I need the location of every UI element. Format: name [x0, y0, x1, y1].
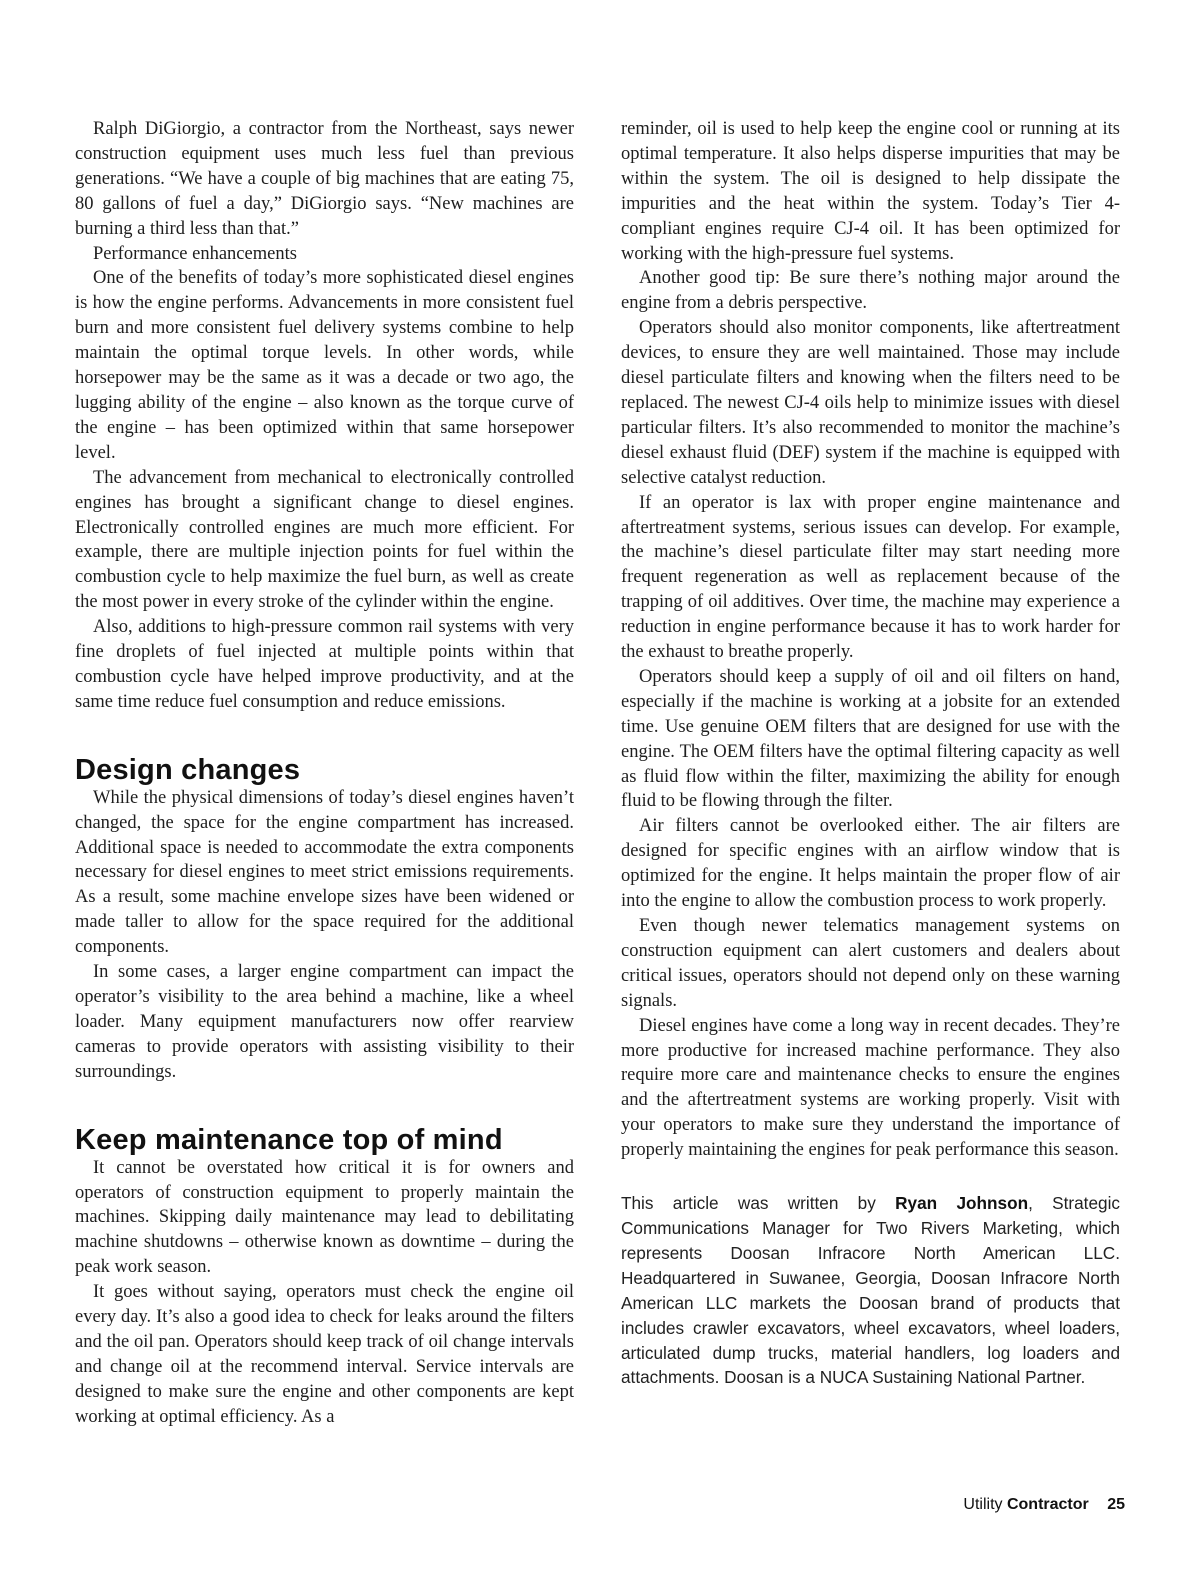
- section-heading-design-changes: Design changes: [75, 753, 301, 786]
- article-paragraph-continued: reminder, oil is used to help keep the engine cool or running at its optimal temperature. It also helps disperse impurities that may be within the system. The oil is designed to help dissipate the impurities and the heat within the system. Today’s Tier 4-compliant engines require CJ-4 oil. It has been optimized for working with the high-pressure fuel systems.: [621, 119, 1120, 264]
- article-paragraph: Operators should keep a supply of oil and oil filters on hand, especially if the machine is working at a jobsite for an extended time. Use genuine OEM filters that are designed for use with the engine. The OEM filters have the optimal filtering capacity as well as fluid flow within the filter, maximizing the ability for enough fluid to be flowing through the filter.: [621, 666, 1120, 812]
- bio-intro: This article was written by: [621, 1193, 896, 1214]
- article-paragraph: Diesel engines have come a long way in recent decades. They’re more productive for increased machine performance. They also require more care and maintenance checks to ensure the engines and the aftertreatment systems are working properly. Visit with your operators to make sure they understand the importance of properly maintaining the engines for peak performance this season.: [621, 1015, 1120, 1161]
- left-column: [75, 117, 574, 1430]
- author-name: Ryan Johnson: [895, 1193, 1029, 1214]
- article-paragraph: In some cases, a larger engine compartment can impact the operator’s visibility to the area behind a machine, like a wheel loader. Many equipment manufacturers now offer rearview cameras to provide operators with assisting visibility to their surroundings.: [75, 962, 574, 1082]
- magazine-name-light: Utility: [963, 1496, 1003, 1513]
- article-paragraph: Also, additions to high-pressure common rail systems with very fine droplets of fuel injected at multiple points within that combustion cycle have helped improve productivity, and at the same time reduce fuel consumption and reduce emissions.: [75, 617, 574, 712]
- right-column: [621, 117, 1120, 1390]
- article-paragraph: Operators should also monitor components, like aftertreatment devices, to ensure they are well maintained. Those may include diesel particulate filters and knowing when the filters need to be replaced. The newest CJ-4 oils help to minimize issues with diesel particular filters. It’s also recommended to monitor the machine’s diesel exhaust fluid (DEF) system if the machine is equipped with selective catalyst reduction.: [621, 318, 1120, 488]
- magazine-name-bold: Contractor: [1006, 1496, 1089, 1513]
- article-paragraph: One of the benefits of today’s more sophisticated diesel engines is how the engine performs. Advancements in more consistent fuel burn and more consistent fuel delivery systems combine to help maintain the optimal torque levels. In other words, while horsepower may be the same as it was a decade or two ago, the lugging ability of the engine – also known as the torque curve of the engine – has been optimized within that same horsepower level.: [75, 268, 574, 463]
- article-paragraph: Ralph DiGiorgio, a contractor from the Northeast, says newer construction equipment uses much less fuel than previous generations. “We have a couple of big machines that are eating 75, 80 gallons of fuel a day,” DiGiorgio says. “New machines are burning a third less than that.”: [75, 119, 574, 239]
- article-paragraph: Another good tip: Be sure there’s nothing major around the engine from a debris perspective.: [621, 268, 1120, 314]
- page-number: 25: [1107, 1496, 1125, 1513]
- article-paragraph: It cannot be overstated how critical it is for owners and operators of construction equipment to properly maintain the machines. Skipping daily maintenance may lead to debilitating machine shutdowns – otherwise known as downtime – during the peak work season.: [75, 1157, 574, 1278]
- section-heading-maintenance: Keep maintenance top of mind: [75, 1123, 503, 1156]
- article-paragraph: The advancement from mechanical to electronically controlled engines has brought a significant change to diesel engines. Electronically controlled engines are much more efficient. For example, there are multiple injection points for fuel within the combustion cycle to help maximize the fuel burn, as well as create the most power in every stroke of the cylinder within the engine.: [75, 467, 574, 613]
- bio-body: , Strategic Communications Manager for Two Rivers Marketing, which represents Doosan Infracore North American LLC. Headquartered in Suwanee, Georgia, Doosan Infracore North American LLC markets the Doosan brand of products that includes crawler excavators, wheel excavators, wheel loaders, articulated dump trucks, material handlers, log loaders and attachments. Doosan is a NUCA Sustaining National Partner.: [621, 1193, 1120, 1388]
- author-bio: [621, 1191, 1120, 1390]
- article-paragraph: Air filters cannot be overlooked either. The air filters are designed for specific engines with an airflow window that is optimized for the engine. It helps maintain the proper flow of air into the engine to allow the combustion process to work properly.: [621, 816, 1120, 912]
- article-paragraph: It goes without saying, operators must check the engine oil every day. It’s also a good idea to check for leaks around the filters and the oil pan. Operators should keep track of oil change intervals and change oil at the recommend interval. Service intervals are designed to make sure the engine and other components are kept working at optimal efficiency. As a: [75, 1282, 574, 1427]
- article-paragraph: While the physical dimensions of today’s diesel engines haven’t changed, the space for the engine compartment has increased. Additional space is needed to accommodate the extra components necessary for diesel engines to meet strict emissions requirements. As a result, some machine envelope sizes have been widened or made taller to allow for the space required for the additional components.: [75, 787, 574, 958]
- page-footer: [900, 1496, 1125, 1514]
- article-paragraph: Even though newer telematics management systems on construction equipment can alert customers and dealers about critical issues, operators should not depend only on these warning signals.: [621, 916, 1120, 1011]
- subheading-performance: Performance enhancements: [93, 243, 297, 264]
- article-paragraph: If an operator is lax with proper engine maintenance and aftertreatment systems, serious issues can develop. For example, the machine’s diesel particulate filter may start needing more frequent regeneration as well as replacement because of the trapping of oil additives. Over time, the machine may experience a reduction in engine performance because it has to work harder for the exhaust to breathe properly.: [621, 492, 1120, 663]
